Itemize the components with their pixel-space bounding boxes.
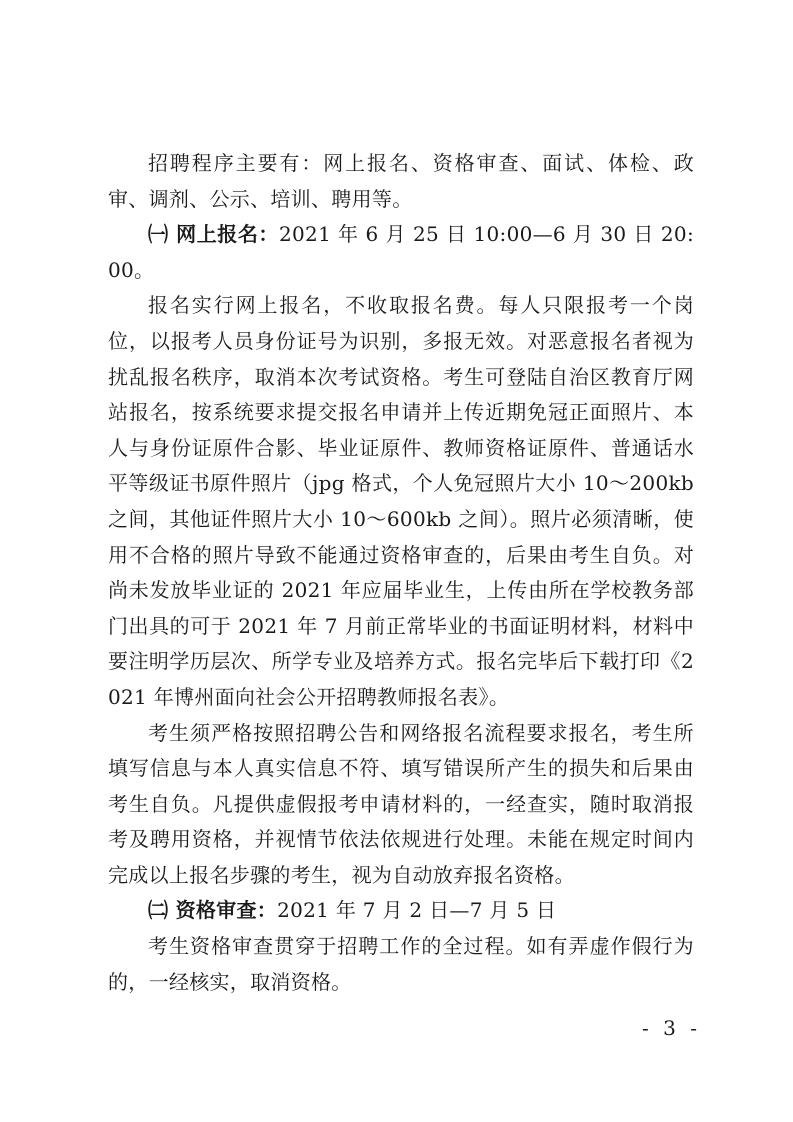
paragraph-text: 考生须严格按照招聘公告和网络报名流程要求报名，考生所填写信息与本人真实信息不符、填写错误所产生的损失和后果由考生自负。凡提供虚假报考申请材料的，一经查实，随时取消报考及聘用资格，并视情节依法依规进行处理。未能在规定时间内完成以上报名步骤的考生，视为自动放弃报名资格。 <box>108 720 694 887</box>
paragraph-review-process <box>108 929 694 1000</box>
page-number: - 3 - <box>642 1016 701 1040</box>
section-date: 2021 年 7 月 2 日—7 月 5 日 <box>277 898 557 923</box>
section-heading: ㈡ 资格审查： <box>148 898 278 923</box>
section-date: 2021 年 6 月 25 日 10:00—6 月 30 日 20:00。 <box>108 222 694 282</box>
section-heading: ㈠ 网上报名： <box>148 222 279 247</box>
section-qualification-review <box>108 893 694 929</box>
paragraph-recruitment-procedure <box>108 146 694 217</box>
paragraph-registration-rules <box>108 288 694 715</box>
paragraph-text: 考生资格审查贯穿于招聘工作的全过程。如有弄虚作假行为的，一经核实，取消资格。 <box>108 934 694 994</box>
document-body <box>108 146 694 1000</box>
paragraph-text: 报名实行网上报名，不收取报名费。每人只限报考一个岗位，以报考人员身份证号为识别，多报无效。对恶意报名者视为扰乱报名秩序，取消本次考试资格。考生可登陆自治区教育厅网站报名，按系统要求提交报名申请并上传近期免冠正面照片、本人与身份证原件合影、毕业证原件、教师资格证原件、普通话水平等级证书原件照片（jpg 格式，个人免冠照片大小 10～200kb 之间，其他证件照片大小 10～600kb 之间）。照片必须清晰，使用不合格的照片导致不能通过资格审查的，后果由考生自负。对尚未发放毕业证的 2021 年应届毕业生，上传由所在学校教务部门出具的可于 2021 年 7 月前正常毕业的书面证明材料，材料中要注明学历层次、所学专业及培养方式。报名完毕后下载打印《2021 年博州面向社会公开招聘教师报名表》。 <box>108 293 694 709</box>
section-online-registration <box>108 217 694 288</box>
paragraph-text: 招聘程序主要有：网上报名、资格审查、面试、体检、政审、调剂、公示、培训、聘用等。 <box>108 151 694 211</box>
paragraph-registration-requirements <box>108 716 694 894</box>
